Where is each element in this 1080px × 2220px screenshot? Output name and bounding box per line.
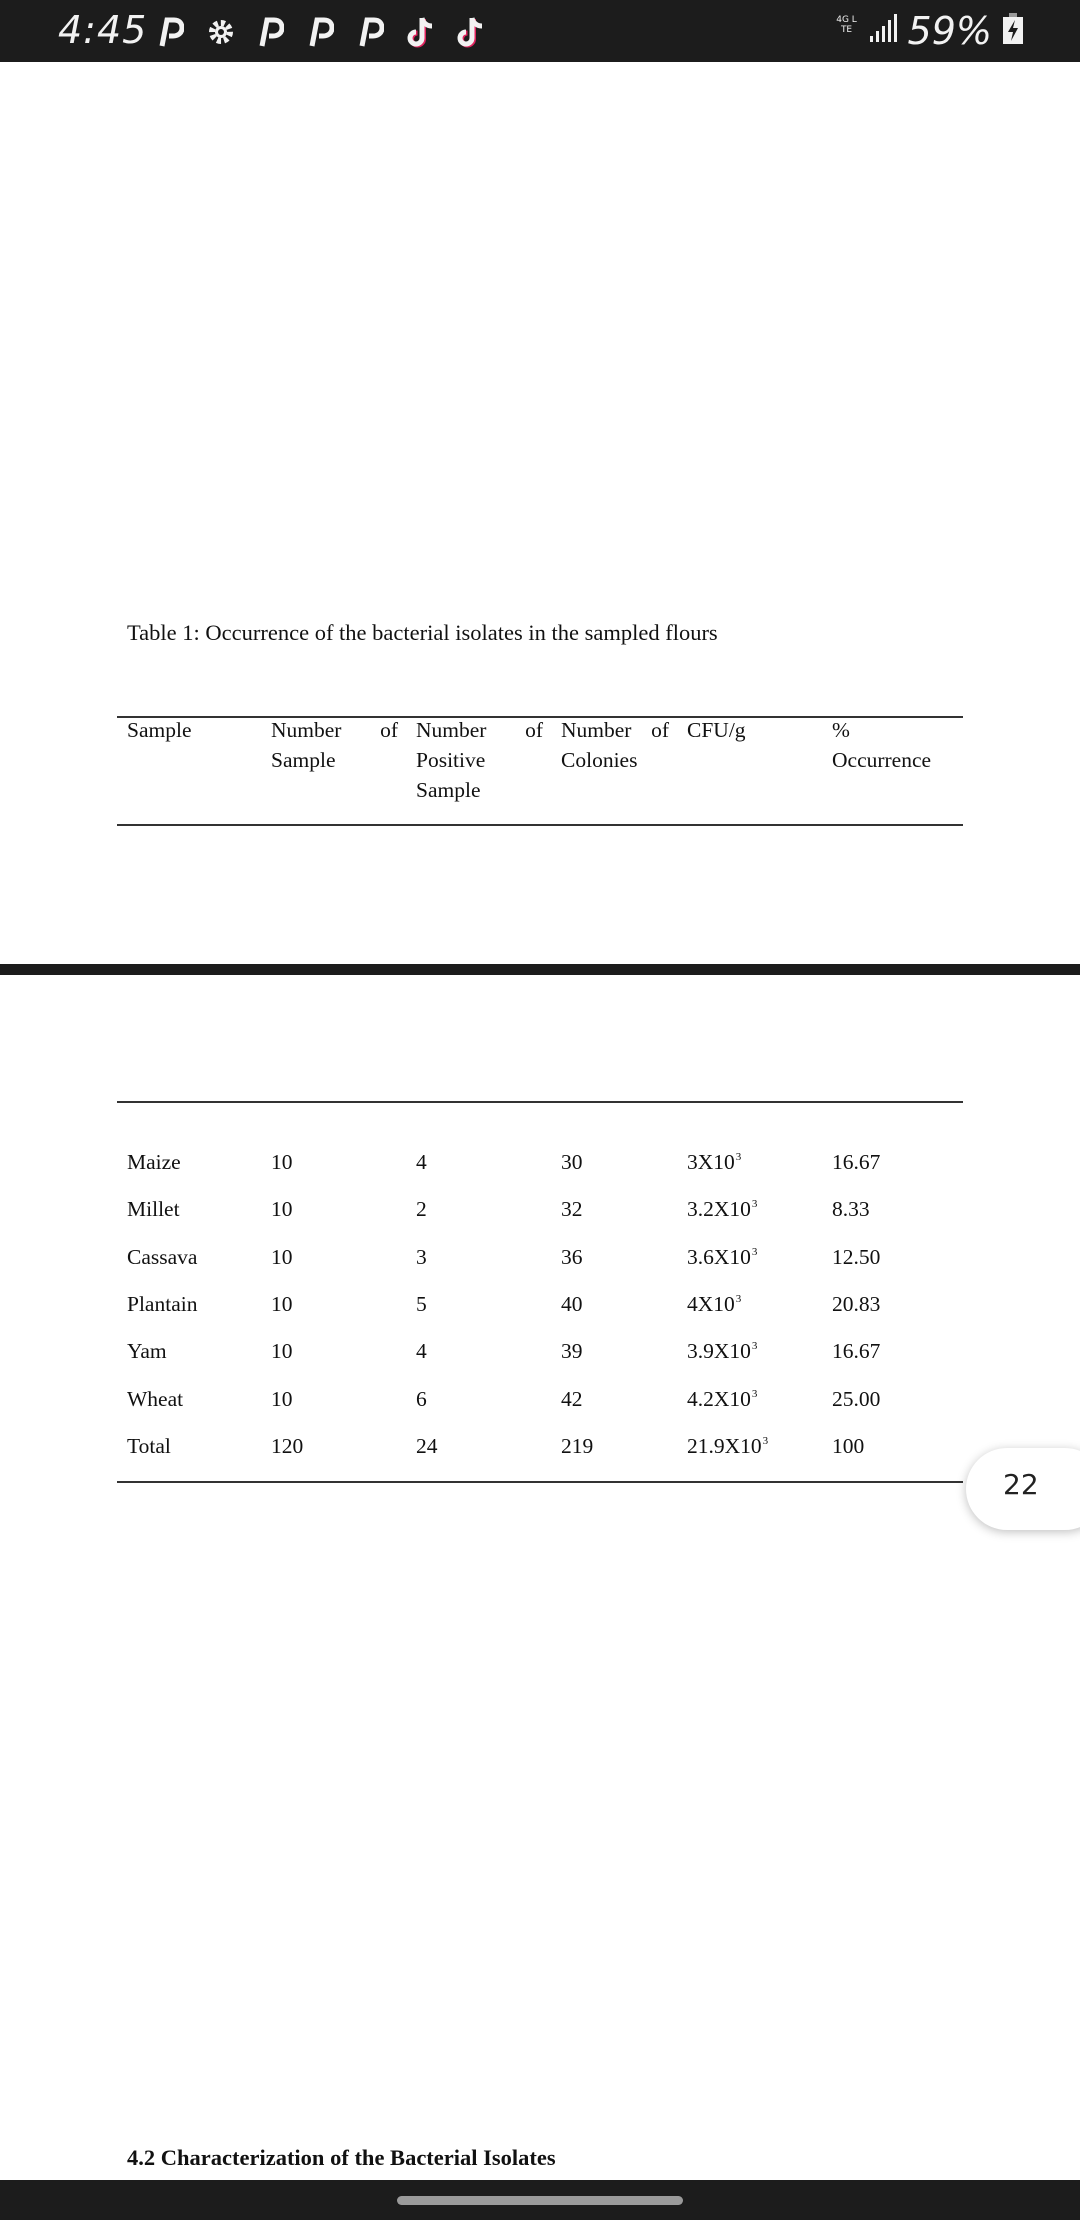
column-header-sample: Sample	[127, 718, 192, 742]
pinterest-icon	[305, 15, 337, 49]
cell-positive: 3	[416, 1245, 427, 1269]
cell-number-of-sample: 10	[271, 1292, 293, 1316]
cell-positive: 4	[416, 1150, 427, 1174]
settings-icon	[205, 15, 237, 49]
cell-cfu: $21.9X10^3$	[687, 1434, 769, 1458]
section-heading: 4.2 Characterization of the Bacterial Isolates	[127, 2145, 556, 2170]
navigation-bar	[0, 2180, 1080, 2220]
battery-charging-icon	[1002, 13, 1024, 50]
cell-colonies: 32	[561, 1197, 583, 1221]
cell-number-of-sample: 10	[271, 1339, 293, 1363]
system-indicators	[836, 10, 1024, 52]
cell-positive: 4	[416, 1339, 427, 1363]
document-page	[0, 975, 1080, 2180]
cell-positive: 24	[416, 1434, 438, 1458]
cell-positive: 5	[416, 1292, 427, 1316]
cell-sample: Cassava	[127, 1245, 198, 1269]
cell-cfu: $3.2X10^3$	[687, 1197, 758, 1221]
column-header-cfu: CFU/g	[687, 718, 746, 742]
cell-colonies: 42	[561, 1387, 583, 1411]
home-gesture-handle[interactable]	[397, 2196, 683, 2205]
cell-colonies: 39	[561, 1339, 583, 1363]
page-separator	[0, 964, 1080, 975]
cell-occurrence: 16.67	[832, 1339, 881, 1363]
cell-cfu: $3.6X10^3$	[687, 1245, 758, 1269]
cell-occurrence: 20.83	[832, 1292, 881, 1316]
status-bar	[0, 0, 1080, 62]
cell-sample: Maize	[127, 1150, 181, 1174]
table-bottom-rule	[117, 1481, 963, 1483]
column-header-number-of-positive-sample: Number of Positive Sample	[416, 718, 543, 802]
cell-occurrence: 8.33	[832, 1197, 870, 1221]
pinterest-icon	[255, 15, 287, 49]
pinterest-icon	[155, 15, 187, 49]
cell-colonies: 30	[561, 1150, 583, 1174]
cell-colonies: 219	[561, 1434, 594, 1458]
network-type-icon: 4G LTE	[836, 15, 857, 35]
cell-occurrence: 16.67	[832, 1150, 881, 1174]
cell-occurrence: 100	[832, 1434, 865, 1458]
cell-number-of-sample: 10	[271, 1150, 293, 1174]
column-header-occurrence: % Occurrence	[832, 718, 932, 772]
column-header-number-of-sample: Number of Sample	[271, 718, 398, 772]
battery-percentage: 59%	[907, 9, 992, 53]
signal-icon	[868, 14, 898, 49]
tiktok-icon	[455, 15, 487, 49]
table-header-rule	[117, 824, 963, 826]
clock: 4:45	[58, 8, 148, 52]
table-caption: Table 1: Occurrence of the bacterial isolates in the sampled flours	[127, 620, 718, 645]
cell-colonies: 40	[561, 1292, 583, 1316]
cell-cfu: $4.2X10^3$	[687, 1387, 758, 1411]
cell-number-of-sample: 10	[271, 1197, 293, 1221]
cell-occurrence: 25.00	[832, 1387, 881, 1411]
cell-colonies: 36	[561, 1245, 583, 1269]
cell-sample: Total	[127, 1434, 171, 1458]
cell-sample: Plantain	[127, 1292, 198, 1316]
cell-number-of-sample: 10	[271, 1245, 293, 1269]
tiktok-icon	[405, 15, 437, 49]
cell-cfu: $3.9X10^3$	[687, 1339, 758, 1363]
cell-sample: Millet	[127, 1197, 180, 1221]
cell-sample: Yam	[127, 1339, 167, 1363]
page-number-indicator[interactable]	[966, 1448, 1080, 1530]
column-header-number-of-colonies: Number of Colonies	[561, 718, 669, 772]
page-number: 22	[1003, 1468, 1039, 1501]
cell-occurrence: 12.50	[832, 1245, 881, 1269]
cell-number-of-sample: 120	[271, 1434, 304, 1458]
table-continuation-rule	[117, 1101, 963, 1103]
cell-positive: 6	[416, 1387, 427, 1411]
cell-cfu: $4X10^3$	[687, 1292, 742, 1316]
pinterest-icon	[355, 15, 387, 49]
cell-number-of-sample: 10	[271, 1387, 293, 1411]
cell-positive: 2	[416, 1197, 427, 1221]
cell-cfu: $3X10^3$	[687, 1150, 742, 1174]
document-page	[0, 62, 1080, 964]
notification-icons	[155, 14, 487, 50]
cell-sample: Wheat	[127, 1387, 184, 1411]
